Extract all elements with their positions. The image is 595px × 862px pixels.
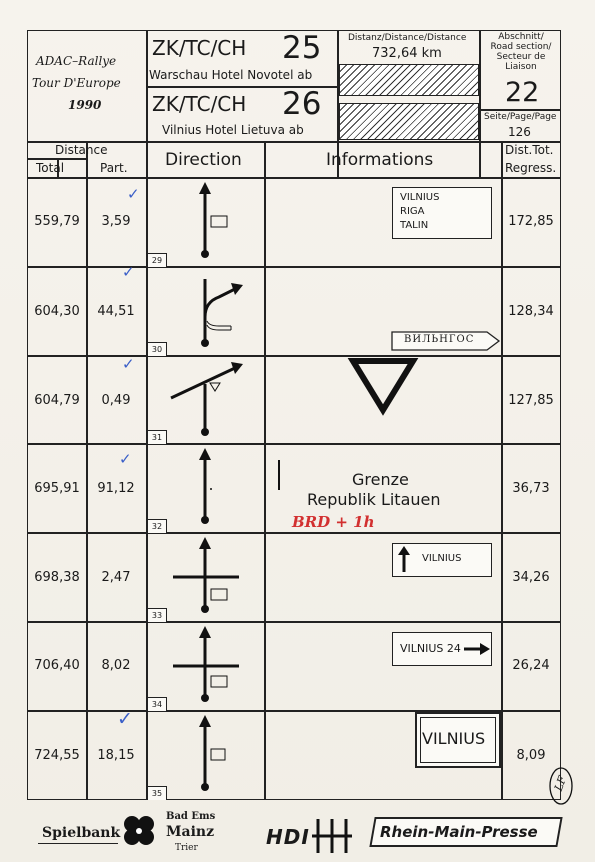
row-number: 33 xyxy=(147,608,167,622)
section-number: 22 xyxy=(505,77,540,108)
hatched-area-bottom xyxy=(339,103,479,140)
from-code: ZK/TC/CH xyxy=(152,36,247,60)
col-distance: Distance xyxy=(55,143,108,157)
row-regress: 172,85 xyxy=(508,214,554,229)
sign-text: VILNIUS xyxy=(422,553,462,564)
page-number: 126 xyxy=(508,125,531,139)
sign-text: VILNIUS 24 xyxy=(400,642,461,655)
tulip-bear-right-icon xyxy=(147,267,264,355)
row-regress: 127,85 xyxy=(508,393,554,408)
arrow-right-icon xyxy=(464,643,490,655)
row-regress: 34,26 xyxy=(512,570,550,585)
col-regress: Regress. xyxy=(505,161,557,175)
row-number: 35 xyxy=(147,786,167,800)
from-number: 25 xyxy=(282,30,322,66)
col-direction: Direction xyxy=(165,150,242,170)
event-subtitle: Tour D'Europe xyxy=(32,76,121,90)
col-informations: Informations xyxy=(326,150,434,170)
handwritten-note: BRD + 1h xyxy=(292,513,375,531)
tulip-straight-icon xyxy=(147,178,264,266)
event-name: ADAC–Rallye xyxy=(36,54,117,68)
casino-location: Bad Ems xyxy=(166,811,216,822)
press-logo: Rhein-Main-Presse xyxy=(380,823,538,841)
row-part: 18,15 xyxy=(97,748,135,763)
distance-value: 732,64 km xyxy=(372,46,442,61)
tulip-cross-straight-icon xyxy=(147,622,264,710)
tulip-straight-icon xyxy=(147,444,264,532)
row-part: 44,51 xyxy=(97,304,135,319)
row-regress: 26,24 xyxy=(512,658,550,673)
col-total: Total xyxy=(36,161,65,175)
row-total: 706,40 xyxy=(34,658,80,673)
row-number: 30 xyxy=(147,342,167,356)
sign-text: TALIN xyxy=(400,220,429,231)
row-total: 604,30 xyxy=(34,304,80,319)
row-number: 32 xyxy=(147,519,167,533)
row-part: 91,12 xyxy=(97,481,135,496)
casino-name: Spielbank xyxy=(42,825,121,841)
row-number: 29 xyxy=(147,253,167,267)
col-part: Part. xyxy=(100,161,128,175)
casino-location: Mainz xyxy=(166,824,215,840)
distance-label: Distanz/Distance/Distance xyxy=(348,33,467,43)
check-mark: ✓ xyxy=(122,263,135,281)
col-dist-tot: Dist.Tot. xyxy=(505,143,554,157)
check-mark: ✓ xyxy=(122,355,135,373)
sponsor-footer xyxy=(0,805,595,862)
event-year: 1990 xyxy=(68,98,102,112)
tulip-cross-straight-icon xyxy=(147,533,264,621)
row-total: 695,91 xyxy=(34,481,80,496)
section-label: Abschnitt/ Road section/ Secteur de Liaison xyxy=(490,32,552,72)
tulip-crossing-icon xyxy=(147,356,264,443)
casino-location: Trier xyxy=(175,843,198,853)
tulip-straight-icon xyxy=(147,711,264,800)
hatched-area-top xyxy=(339,64,479,96)
row-part: 8,02 xyxy=(101,658,131,673)
row-part: 2,47 xyxy=(101,570,131,585)
check-mark: ✓ xyxy=(127,185,140,203)
row-total: 698,38 xyxy=(34,570,80,585)
clover-icon xyxy=(118,811,160,851)
sign-text: VILNIUS xyxy=(400,192,440,203)
sign-text: RIGA xyxy=(400,206,425,217)
hdi-mark-icon xyxy=(312,819,352,853)
to-place: Vilnius Hotel Lietuva ab xyxy=(162,123,304,137)
border-text: Grenze xyxy=(352,470,409,489)
border-text: Republik Litauen xyxy=(307,490,441,509)
row-number: 31 xyxy=(147,430,167,444)
sign-text: ВИЛЬНГОС xyxy=(404,334,475,345)
row-total: 724,55 xyxy=(34,748,80,763)
check-mark: ✓ xyxy=(119,450,132,468)
row-regress: 36,73 xyxy=(512,481,550,496)
row-regress: 128,34 xyxy=(508,304,554,319)
arrow-up-icon xyxy=(398,546,410,572)
row-total: 559,79 xyxy=(34,214,80,229)
border-bar xyxy=(278,460,280,490)
row-regress: 8,09 xyxy=(516,748,546,763)
hdi-logo: HDI xyxy=(266,825,310,849)
row-number: 34 xyxy=(147,697,167,711)
row-part: 0,49 xyxy=(101,393,131,408)
to-code: ZK/TC/CH xyxy=(152,92,247,116)
yield-sign-icon xyxy=(350,358,416,414)
to-number: 26 xyxy=(282,86,322,122)
sign-text: VILNIUS xyxy=(422,729,486,748)
row-part: 3,59 xyxy=(101,214,131,229)
stamp-initials: LF xyxy=(551,774,570,793)
row-total: 604,79 xyxy=(34,393,80,408)
from-place: Warschau Hotel Novotel ab xyxy=(149,68,313,82)
page-label: Seite/Page/Page xyxy=(484,112,557,122)
check-mark: ✓ xyxy=(117,708,133,730)
